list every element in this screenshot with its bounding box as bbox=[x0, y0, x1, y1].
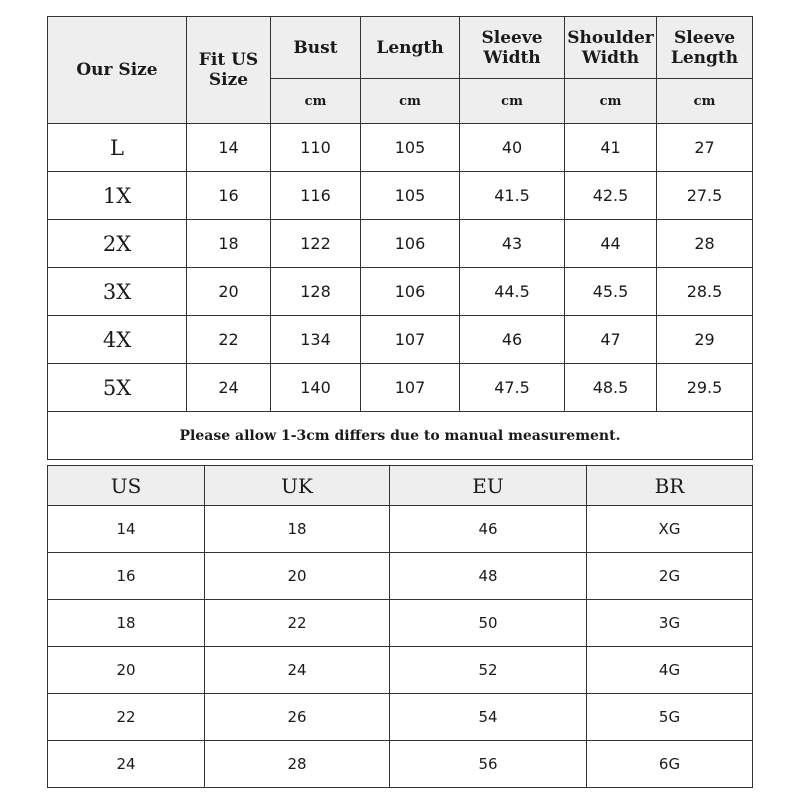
unit-bust: cm bbox=[271, 79, 361, 124]
size-label: L bbox=[48, 124, 187, 172]
table-cell: 47.5 bbox=[460, 364, 565, 412]
unit-shoulder-width: cm bbox=[565, 79, 657, 124]
table-row bbox=[48, 268, 753, 316]
table-cell: 45.5 bbox=[565, 268, 657, 316]
table-cell: 5G bbox=[587, 694, 753, 741]
header-fit-us-size: Fit US Size bbox=[187, 17, 271, 124]
table-cell: 41 bbox=[565, 124, 657, 172]
table-cell: 16 bbox=[187, 172, 271, 220]
table-row bbox=[48, 694, 753, 741]
size-label: 5X bbox=[48, 364, 187, 412]
unit-length: cm bbox=[361, 79, 460, 124]
table-cell: 48.5 bbox=[565, 364, 657, 412]
table-cell: 20 bbox=[48, 647, 205, 694]
table-cell: 3G bbox=[587, 600, 753, 647]
table-row bbox=[48, 506, 753, 553]
table-cell: 105 bbox=[361, 124, 460, 172]
table-cell: 14 bbox=[187, 124, 271, 172]
size-conversion-table bbox=[47, 465, 753, 788]
header-sleeve-length: Sleeve Length bbox=[657, 17, 753, 79]
table-row bbox=[48, 364, 753, 412]
table-cell: 27.5 bbox=[657, 172, 753, 220]
size-chart-table bbox=[47, 16, 753, 460]
table-cell: 52 bbox=[390, 647, 587, 694]
table-cell: 24 bbox=[48, 741, 205, 788]
table-cell: 116 bbox=[271, 172, 361, 220]
table-cell: 29.5 bbox=[657, 364, 753, 412]
header-eu: EU bbox=[390, 466, 587, 506]
table-cell: 28 bbox=[657, 220, 753, 268]
table-cell: 24 bbox=[205, 647, 390, 694]
table-cell: 50 bbox=[390, 600, 587, 647]
table-cell: 16 bbox=[48, 553, 205, 600]
table-cell: 107 bbox=[361, 316, 460, 364]
size-label: 2X bbox=[48, 220, 187, 268]
table-row bbox=[48, 553, 753, 600]
header-bust: Bust bbox=[271, 17, 361, 79]
table-cell: 41.5 bbox=[460, 172, 565, 220]
header-our-size: Our Size bbox=[48, 17, 187, 124]
table-cell: 105 bbox=[361, 172, 460, 220]
header-br: BR bbox=[587, 466, 753, 506]
table-cell: 28.5 bbox=[657, 268, 753, 316]
header-sleeve-width: Sleeve Width bbox=[460, 17, 565, 79]
table-row bbox=[48, 124, 753, 172]
table-cell: 29 bbox=[657, 316, 753, 364]
table-row bbox=[48, 600, 753, 647]
table-row bbox=[48, 647, 753, 694]
size-label: 3X bbox=[48, 268, 187, 316]
header-uk: UK bbox=[205, 466, 390, 506]
table-cell: 128 bbox=[271, 268, 361, 316]
table-cell: 42.5 bbox=[565, 172, 657, 220]
table-cell: 106 bbox=[361, 268, 460, 316]
table-row bbox=[48, 741, 753, 788]
table-cell: 27 bbox=[657, 124, 753, 172]
unit-sleeve-length: cm bbox=[657, 79, 753, 124]
size-label: 1X bbox=[48, 172, 187, 220]
table-cell: 122 bbox=[271, 220, 361, 268]
table-cell: 20 bbox=[187, 268, 271, 316]
table-cell: 6G bbox=[587, 741, 753, 788]
table-cell: 48 bbox=[390, 553, 587, 600]
header-shoulder-width: Shoulder Width bbox=[565, 17, 657, 79]
table-cell: 107 bbox=[361, 364, 460, 412]
table-cell: 2G bbox=[587, 553, 753, 600]
table-cell: 54 bbox=[390, 694, 587, 741]
measurement-note: Please allow 1-3cm differs due to manual measurement. bbox=[48, 412, 753, 460]
table-cell: 44 bbox=[565, 220, 657, 268]
table-cell: 22 bbox=[48, 694, 205, 741]
table-cell: 26 bbox=[205, 694, 390, 741]
table-cell: 56 bbox=[390, 741, 587, 788]
table-cell: 14 bbox=[48, 506, 205, 553]
table-cell: 46 bbox=[390, 506, 587, 553]
table-cell: 18 bbox=[205, 506, 390, 553]
table-cell: 28 bbox=[205, 741, 390, 788]
table-cell: 44.5 bbox=[460, 268, 565, 316]
table-cell: 22 bbox=[187, 316, 271, 364]
table-cell: 40 bbox=[460, 124, 565, 172]
table-cell: 22 bbox=[205, 600, 390, 647]
table-cell: 20 bbox=[205, 553, 390, 600]
table-cell: 4G bbox=[587, 647, 753, 694]
table-cell: 18 bbox=[48, 600, 205, 647]
table-cell: 140 bbox=[271, 364, 361, 412]
table-row bbox=[48, 172, 753, 220]
table-cell: 47 bbox=[565, 316, 657, 364]
table-cell: XG bbox=[587, 506, 753, 553]
unit-sleeve-width: cm bbox=[460, 79, 565, 124]
table-row bbox=[48, 316, 753, 364]
header-length: Length bbox=[361, 17, 460, 79]
table-cell: 46 bbox=[460, 316, 565, 364]
table-cell: 110 bbox=[271, 124, 361, 172]
table-cell: 18 bbox=[187, 220, 271, 268]
table-row bbox=[48, 220, 753, 268]
table-cell: 24 bbox=[187, 364, 271, 412]
table-cell: 134 bbox=[271, 316, 361, 364]
size-label: 4X bbox=[48, 316, 187, 364]
table-cell: 106 bbox=[361, 220, 460, 268]
header-us: US bbox=[48, 466, 205, 506]
table-cell: 43 bbox=[460, 220, 565, 268]
